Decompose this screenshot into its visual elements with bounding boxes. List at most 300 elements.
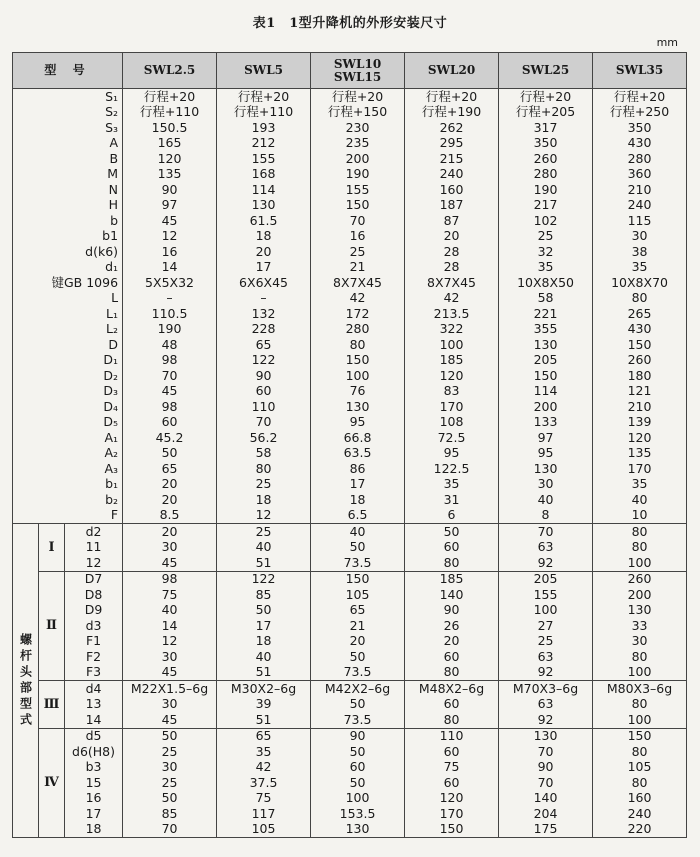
table-cell: 21 — [311, 618, 405, 634]
table-cell: 65 — [311, 603, 405, 619]
table-cell: 190 — [311, 167, 405, 183]
table-cell: 32 — [499, 244, 593, 260]
table-row — [13, 384, 687, 400]
row-label: A₁ — [13, 430, 123, 446]
table-cell: 110.5 — [123, 306, 217, 322]
table-cell: 39 — [217, 697, 311, 713]
table-cell: 97 — [123, 198, 217, 214]
table-cell: 76 — [311, 384, 405, 400]
table-cell: 355 — [499, 322, 593, 338]
table-row — [13, 461, 687, 477]
table-row — [13, 649, 687, 665]
table-cell: 160 — [405, 182, 499, 198]
table-cell: 50 — [311, 775, 405, 791]
table-cell: 80 — [593, 524, 687, 540]
table-cell: 80 — [405, 665, 499, 681]
table-cell: 40 — [217, 649, 311, 665]
table-cell: 70 — [499, 775, 593, 791]
table-cell: 行程+190 — [405, 105, 499, 121]
table-cell: 5X5X32 — [123, 275, 217, 291]
table-cell: 120 — [123, 151, 217, 167]
table-cell: 行程+110 — [123, 105, 217, 121]
table-cell: 87 — [405, 213, 499, 229]
table-cell: 28 — [405, 260, 499, 276]
table-cell: – — [217, 291, 311, 307]
table-row — [13, 213, 687, 229]
model-col-header: SWL10 SWL15 — [311, 53, 405, 89]
table-cell: 172 — [311, 306, 405, 322]
table-row — [13, 105, 687, 121]
table-row — [13, 822, 687, 838]
model-header-label: 型 号 — [13, 53, 123, 89]
table-cell: 35 — [499, 260, 593, 276]
table-cell: 135 — [593, 446, 687, 462]
table-cell: 185 — [405, 571, 499, 587]
table-cell: 60 — [405, 649, 499, 665]
row-label: D9 — [65, 603, 123, 619]
table-cell: 10X8X50 — [499, 275, 593, 291]
row-label: A — [13, 136, 123, 152]
table-row — [13, 167, 687, 183]
row-label: S₃ — [13, 120, 123, 136]
table-cell: 70 — [499, 744, 593, 760]
table-cell: 18 — [217, 229, 311, 245]
table-cell: 90 — [499, 760, 593, 776]
table-cell: 20 — [311, 634, 405, 650]
table-cell: 80 — [593, 540, 687, 556]
table-row — [13, 775, 687, 791]
row-label: 16 — [65, 791, 123, 807]
table-cell: 150 — [593, 337, 687, 353]
table-cell: M80X3–6g — [593, 681, 687, 697]
table-cell: 30 — [123, 697, 217, 713]
table-cell: 8X7X45 — [405, 275, 499, 291]
table-row — [13, 728, 687, 744]
table-row — [13, 415, 687, 431]
table-cell: 280 — [499, 167, 593, 183]
row-label: d(k6) — [13, 244, 123, 260]
table-cell: 130 — [593, 603, 687, 619]
row-label: D₁ — [13, 353, 123, 369]
table-cell: 73.5 — [311, 555, 405, 571]
table-cell: 295 — [405, 136, 499, 152]
table-cell: 217 — [499, 198, 593, 214]
table-cell: 170 — [593, 461, 687, 477]
table-cell: 51 — [217, 555, 311, 571]
table-row — [13, 244, 687, 260]
table-cell: 280 — [311, 322, 405, 338]
table-cell: 行程+20 — [499, 89, 593, 105]
table-row — [13, 791, 687, 807]
row-label: F — [13, 508, 123, 524]
table-cell: 139 — [593, 415, 687, 431]
table-cell: 31 — [405, 492, 499, 508]
row-label: N — [13, 182, 123, 198]
table-row — [13, 618, 687, 634]
table-row — [13, 492, 687, 508]
table-cell: M22X1.5–6g — [123, 681, 217, 697]
table-cell: – — [123, 291, 217, 307]
table-cell: 235 — [311, 136, 405, 152]
table-row — [13, 399, 687, 415]
table-cell: 20 — [123, 524, 217, 540]
table-row — [13, 760, 687, 776]
table-cell: 210 — [593, 182, 687, 198]
table-row — [13, 306, 687, 322]
table-cell: 95 — [311, 415, 405, 431]
table-row — [13, 587, 687, 603]
table-cell: 60 — [405, 697, 499, 713]
table-cell: 行程+150 — [311, 105, 405, 121]
table-cell: 45 — [123, 712, 217, 728]
table-row — [13, 198, 687, 214]
row-label: D7 — [65, 571, 123, 587]
table-cell: 121 — [593, 384, 687, 400]
table-cell: 175 — [499, 822, 593, 838]
table-cell: 105 — [217, 822, 311, 838]
table-cell: 73.5 — [311, 712, 405, 728]
table-cell: 90 — [123, 182, 217, 198]
table-cell: 行程+110 — [217, 105, 311, 121]
table-cell: 150 — [499, 368, 593, 384]
table-cell: 20 — [123, 492, 217, 508]
table-cell: 80 — [405, 555, 499, 571]
row-label: 13 — [65, 697, 123, 713]
table-cell: 430 — [593, 322, 687, 338]
table-cell: M42X2–6g — [311, 681, 405, 697]
table-cell: 12 — [217, 508, 311, 524]
table-cell: 92 — [499, 712, 593, 728]
table-cell: 190 — [123, 322, 217, 338]
table-cell: 150 — [593, 728, 687, 744]
table-cell: 230 — [311, 120, 405, 136]
table-row — [13, 571, 687, 587]
row-label: H — [13, 198, 123, 214]
row-label: L₁ — [13, 306, 123, 322]
table-cell: 110 — [405, 728, 499, 744]
table-cell: 45 — [123, 555, 217, 571]
table-cell: 200 — [499, 399, 593, 415]
row-label: b — [13, 213, 123, 229]
table-cell: 180 — [593, 368, 687, 384]
table-cell: 100 — [593, 712, 687, 728]
table-cell: 行程+20 — [593, 89, 687, 105]
table-cell: 20 — [217, 244, 311, 260]
table-cell: 42 — [217, 760, 311, 776]
table-cell: 170 — [405, 806, 499, 822]
table-cell: 102 — [499, 213, 593, 229]
table-cell: 45.2 — [123, 430, 217, 446]
table-cell: 51 — [217, 665, 311, 681]
table-cell: 72.5 — [405, 430, 499, 446]
table-cell: 50 — [123, 791, 217, 807]
table-cell: 150 — [311, 353, 405, 369]
table-cell: 210 — [593, 399, 687, 415]
table-cell: 50 — [405, 524, 499, 540]
table-cell: 行程+20 — [405, 89, 499, 105]
table-body — [13, 89, 687, 838]
row-label: 15 — [65, 775, 123, 791]
table-cell: 60 — [123, 415, 217, 431]
table-cell: 92 — [499, 665, 593, 681]
table-cell: 193 — [217, 120, 311, 136]
table-cell: 98 — [123, 571, 217, 587]
table-cell: 187 — [405, 198, 499, 214]
table-cell: 160 — [593, 791, 687, 807]
table-cell: 75 — [123, 587, 217, 603]
table-cell: 45 — [123, 384, 217, 400]
table-cell: 100 — [593, 665, 687, 681]
table-cell: 90 — [311, 728, 405, 744]
table-row — [13, 508, 687, 524]
row-label: b1 — [13, 229, 123, 245]
table-cell: 30 — [593, 634, 687, 650]
row-label: 14 — [65, 712, 123, 728]
table-row — [13, 524, 687, 540]
row-label: S₁ — [13, 89, 123, 105]
table-cell: 48 — [123, 337, 217, 353]
table-cell: 50 — [311, 540, 405, 556]
table-cell: 18 — [217, 492, 311, 508]
row-label: d4 — [65, 681, 123, 697]
table-cell: 75 — [217, 791, 311, 807]
table-cell: 25 — [499, 229, 593, 245]
table-cell: 行程+250 — [593, 105, 687, 121]
table-row — [13, 260, 687, 276]
row-label: F2 — [65, 649, 123, 665]
table-cell: 18 — [311, 492, 405, 508]
table-cell: 50 — [123, 728, 217, 744]
table-cell: 50 — [123, 446, 217, 462]
table-row — [13, 353, 687, 369]
row-label: F3 — [65, 665, 123, 681]
table-cell: 6X6X45 — [217, 275, 311, 291]
table-cell: 80 — [593, 697, 687, 713]
table-cell: 10 — [593, 508, 687, 524]
row-label: D₄ — [13, 399, 123, 415]
table-cell: 37.5 — [217, 775, 311, 791]
table-cell: 155 — [217, 151, 311, 167]
table-cell: 240 — [593, 198, 687, 214]
table-cell: 85 — [123, 806, 217, 822]
table-cell: 95 — [499, 446, 593, 462]
table-cell: 114 — [217, 182, 311, 198]
table-cell: 63 — [499, 697, 593, 713]
table-row — [13, 665, 687, 681]
table-cell: 322 — [405, 322, 499, 338]
table-cell: 150 — [311, 198, 405, 214]
table-cell: 行程+20 — [311, 89, 405, 105]
table-cell: 205 — [499, 571, 593, 587]
table-cell: 6.5 — [311, 508, 405, 524]
table-cell: 50 — [311, 697, 405, 713]
table-row — [13, 744, 687, 760]
row-label: A₂ — [13, 446, 123, 462]
row-label: S₂ — [13, 105, 123, 121]
table-cell: 42 — [311, 291, 405, 307]
table-cell: 20 — [405, 229, 499, 245]
table-cell: 105 — [593, 760, 687, 776]
table-cell: 130 — [499, 337, 593, 353]
table-cell: 240 — [405, 167, 499, 183]
table-row — [13, 477, 687, 493]
table-row — [13, 120, 687, 136]
table-cell: 20 — [405, 634, 499, 650]
row-label: d5 — [65, 728, 123, 744]
table-row — [13, 446, 687, 462]
table-cell: 30 — [123, 760, 217, 776]
table-cell: 185 — [405, 353, 499, 369]
table-cell: 12 — [123, 634, 217, 650]
table-cell: 130 — [311, 399, 405, 415]
table-cell: 228 — [217, 322, 311, 338]
table-cell: 260 — [499, 151, 593, 167]
table-cell: 95 — [405, 446, 499, 462]
table-cell: 10X8X70 — [593, 275, 687, 291]
table-row — [13, 430, 687, 446]
table-cell: 80 — [593, 291, 687, 307]
row-label: D8 — [65, 587, 123, 603]
table-cell: 21 — [311, 260, 405, 276]
table-cell: 130 — [217, 198, 311, 214]
table-cell: 50 — [311, 649, 405, 665]
table-cell: 133 — [499, 415, 593, 431]
table-cell: 130 — [311, 822, 405, 838]
table-cell: 190 — [499, 182, 593, 198]
table-cell: 16 — [123, 244, 217, 260]
table-cell: 240 — [593, 806, 687, 822]
row-label: d6(H8) — [65, 744, 123, 760]
table-cell: 115 — [593, 213, 687, 229]
table-row — [13, 136, 687, 152]
table-cell: 50 — [217, 603, 311, 619]
row-label: L — [13, 291, 123, 307]
table-cell: 262 — [405, 120, 499, 136]
table-cell: M30X2–6g — [217, 681, 311, 697]
table-cell: 8.5 — [123, 508, 217, 524]
dimension-table — [12, 52, 687, 838]
row-label: b₂ — [13, 492, 123, 508]
table-cell: 92 — [499, 555, 593, 571]
row-label: D₂ — [13, 368, 123, 384]
table-cell: 20 — [123, 477, 217, 493]
row-label: A₃ — [13, 461, 123, 477]
table-cell: 130 — [499, 461, 593, 477]
table-cell: 51 — [217, 712, 311, 728]
table-row — [13, 540, 687, 556]
row-label: B — [13, 151, 123, 167]
table-cell: 65 — [217, 337, 311, 353]
table-row — [13, 555, 687, 571]
table-row — [13, 368, 687, 384]
table-row — [13, 229, 687, 245]
table-cell: 58 — [499, 291, 593, 307]
table-cell: 63 — [499, 649, 593, 665]
table-cell: 140 — [405, 587, 499, 603]
table-cell: 35 — [217, 744, 311, 760]
table-cell: 80 — [593, 775, 687, 791]
row-label: 12 — [65, 555, 123, 571]
table-cell: 60 — [311, 760, 405, 776]
table-row — [13, 182, 687, 198]
table-cell: 8 — [499, 508, 593, 524]
table-cell: 40 — [311, 524, 405, 540]
table-cell: 30 — [123, 540, 217, 556]
table-cell: 27 — [499, 618, 593, 634]
table-row — [13, 151, 687, 167]
table-cell: 50 — [311, 744, 405, 760]
table-cell: 350 — [593, 120, 687, 136]
table-cell: 63.5 — [311, 446, 405, 462]
table-cell: 265 — [593, 306, 687, 322]
table-cell: 120 — [405, 368, 499, 384]
table-row — [13, 697, 687, 713]
table-cell: 97 — [499, 430, 593, 446]
model-col-header: SWL2.5 — [123, 53, 217, 89]
table-cell: 140 — [499, 791, 593, 807]
table-cell: 58 — [217, 446, 311, 462]
table-cell: 132 — [217, 306, 311, 322]
table-cell: 117 — [217, 806, 311, 822]
table-cell: 40 — [123, 603, 217, 619]
table-cell: 135 — [123, 167, 217, 183]
row-label: F1 — [65, 634, 123, 650]
table-cell: 40 — [593, 492, 687, 508]
table-cell: 170 — [405, 399, 499, 415]
table-cell: 60 — [405, 775, 499, 791]
unit-label: mm — [656, 36, 678, 49]
table-cell: 63 — [499, 540, 593, 556]
table-cell: 行程+20 — [123, 89, 217, 105]
table-cell: 35 — [405, 477, 499, 493]
table-cell: 42 — [405, 291, 499, 307]
table-cell: 行程+20 — [217, 89, 311, 105]
table-cell: 行程+205 — [499, 105, 593, 121]
table-cell: 60 — [217, 384, 311, 400]
table-cell: 35 — [593, 477, 687, 493]
row-label: b₁ — [13, 477, 123, 493]
table-cell: 25 — [123, 775, 217, 791]
table-cell: 65 — [217, 728, 311, 744]
row-label: 11 — [65, 540, 123, 556]
table-cell: 80 — [311, 337, 405, 353]
model-col-header: SWL5 — [217, 53, 311, 89]
head-type-group-label: Ⅳ — [39, 728, 65, 838]
table-cell: 70 — [499, 524, 593, 540]
table-cell: M70X3–6g — [499, 681, 593, 697]
table-cell: 204 — [499, 806, 593, 822]
model-col-header: SWL25 — [499, 53, 593, 89]
row-label: L₂ — [13, 322, 123, 338]
table-row — [13, 712, 687, 728]
row-label: D — [13, 337, 123, 353]
table-cell: 25 — [499, 634, 593, 650]
table-cell: 12 — [123, 229, 217, 245]
head-type-group-label: Ⅲ — [39, 681, 65, 729]
table-cell: 40 — [217, 540, 311, 556]
table-cell: 105 — [311, 587, 405, 603]
table-cell: 114 — [499, 384, 593, 400]
table-cell: 260 — [593, 571, 687, 587]
table-cell: 122 — [217, 571, 311, 587]
table-cell: 350 — [499, 136, 593, 152]
table-cell: 80 — [217, 461, 311, 477]
table-cell: 220 — [593, 822, 687, 838]
row-label: d3 — [65, 618, 123, 634]
table-cell: 168 — [217, 167, 311, 183]
table-row — [13, 275, 687, 291]
table-cell: 25 — [123, 744, 217, 760]
